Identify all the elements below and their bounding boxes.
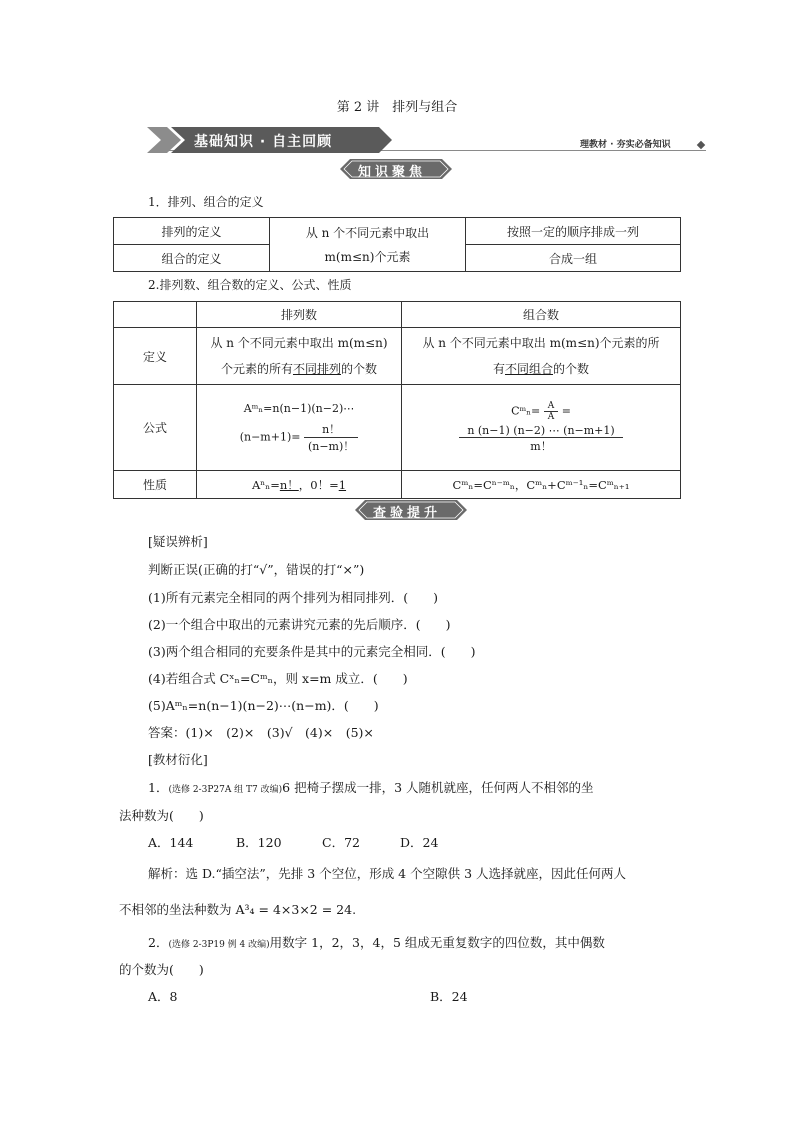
row-prop-label: 性质 (114, 471, 197, 499)
judge-item-5: (5)Aᵐₙ=n(n−1)(n−2)⋯(n−m)．( ) (148, 698, 379, 713)
cell-shared-desc (270, 218, 466, 272)
def-perm-line2 (197, 356, 401, 382)
q2-source: (选修 2-3P19 例 4 改编) (168, 940, 270, 950)
row-def-label: 定义 (114, 328, 197, 385)
row-formula-label: 公式 (114, 385, 197, 471)
q2-option-b: B．24 (430, 989, 468, 1004)
formula-comb-den2: m！ (530, 440, 552, 453)
judge-instruction: 判断正误(正确的打“√”，错误的打“×”) (148, 562, 365, 577)
judge-item-1: (1)所有元素完全相同的两个排列为相同排列．( ) (148, 590, 438, 605)
formula-perm-prefix: (n−m+1)= (239, 430, 301, 443)
formula-perm-line1: Aᵐₙ=n(n−1)(n−2)⋯ (243, 401, 355, 415)
prop-perm-u1: n！ (279, 477, 299, 492)
cell-comb-term: 组合的定义 (114, 245, 270, 272)
def-comb-underlined: 不同组合 (504, 362, 553, 376)
cell-comb-desc: 合成一组 (466, 245, 681, 272)
pill-knowledge-label: 知识聚焦 (358, 165, 427, 180)
cell-formula-perm (197, 385, 402, 471)
def-perm-line1: 从 n 个不同元素中取出 m(m≤n) (210, 336, 388, 350)
q1-option-b: B．120 (236, 835, 282, 850)
page-title: 第 2 讲 排列与组合 (336, 100, 458, 115)
shared-desc-line1: 从 n 个不同元素中取出 (305, 225, 430, 240)
cell-prop-comb: Cᵐₙ=Cⁿ⁻ᵐₙ，Cᵐₙ+Cᵐ⁻¹ₙ=Cᵐₙ₊₁ (402, 471, 681, 499)
prop-perm-b: ，0！= (298, 477, 339, 492)
formula-perm-den: (n−m)！ (307, 439, 355, 453)
q1-solution-line2: 不相邻的坐法种数为 A³₄ = 4×3×2 = 24. (119, 902, 357, 917)
q1-stem: 6 把椅子摆成一排，3 人随机就座，任何两人不相邻的坐 (282, 780, 594, 795)
q2-line1 (148, 933, 605, 951)
cell-prop-perm (197, 471, 402, 499)
judge-answer: 答案：(1)× (2)× (3)√ (4)× (5)× (148, 725, 374, 740)
label-textbook: [教材衍化] (148, 752, 208, 767)
def-perm-underlined: 不同排列 (292, 362, 341, 376)
formula-table (113, 301, 681, 499)
q2-stem: 用数字 1，2，3，4，5 组成无重复数字的四位数，其中偶数 (269, 935, 605, 950)
judge-item-2: (2)一个组合中取出的元素讲究元素的先后顺序．( ) (148, 617, 451, 632)
q1-option-d: D．24 (400, 835, 439, 850)
formula-comb-num2: n (n−1) (n−2) ⋯ (n−m+1) (459, 424, 622, 438)
label-error-analysis: [疑误辨析] (148, 534, 208, 549)
prop-perm-a: Aⁿₙ= (251, 477, 280, 492)
cell-formula-comb (402, 385, 681, 471)
formula-comb-num1: A (544, 401, 559, 412)
col-perm-header: 排列数 (197, 302, 402, 328)
cell-def-perm (197, 328, 402, 385)
q1-solution-line1: 解析：选 D.“插空法”，先排 3 个空位，形成 4 个空隙供 3 人选择就座，因此任何两人 (148, 866, 627, 881)
formula-comb-lhs: Cᵐₙ= (511, 404, 541, 418)
q1-number: 1． (148, 780, 169, 795)
def-comb-line2 (402, 356, 680, 382)
banner-left-label: 基础知识 · 自主回顾 (194, 134, 333, 150)
formula-perm-fraction (304, 421, 358, 454)
definition-table (113, 217, 681, 272)
q1-option-a: A．144 (148, 835, 194, 850)
q1-line1 (148, 778, 594, 796)
cell-perm-desc: 按照一定的顺序排成一列 (466, 218, 681, 245)
formula-comb-fraction2 (459, 424, 622, 454)
def-perm-text-a: 个元素的所有 (220, 362, 293, 376)
formula-comb-line2 (402, 424, 680, 454)
q2-number: 2． (148, 935, 169, 950)
cell-perm-term: 排列的定义 (114, 218, 270, 245)
q1-source: (选修 2-3P27A 组 T7 改编) (168, 785, 283, 795)
prop-perm-u2: 1 (338, 477, 347, 492)
q1-line2: 法种数为( ) (119, 808, 204, 823)
formula-comb-den1: A (547, 412, 555, 422)
q2-option-a: A．8 (148, 989, 178, 1004)
section1-heading: 1．排列、组合的定义 (148, 195, 264, 209)
def-perm-text-b: 的个数 (341, 362, 378, 376)
q1-option-c: C．72 (322, 835, 360, 850)
formula-comb-eq: = (561, 404, 571, 418)
cell-def-comb (402, 328, 681, 385)
judge-item-3: (3)两个组合相同的充要条件是其中的元素完全相同．( ) (148, 644, 476, 659)
judge-item-4: (4)若组合式 Cˣₙ=Cᵐₙ，则 x=m 成立．( ) (148, 671, 408, 686)
pill-check-label: 查验提升 (373, 506, 442, 521)
def-comb-line1: 从 n 个不同元素中取出 m(m≤n)个元素的所 (422, 336, 660, 350)
q2-line2: 的个数为( ) (119, 962, 204, 977)
def-comb-text-a: 有 (492, 362, 505, 376)
formula-comb-fraction1 (544, 401, 559, 422)
def-comb-text-b: 的个数 (553, 362, 590, 376)
formula-comb-line1 (402, 401, 680, 422)
formula-perm-line2 (197, 421, 401, 454)
banner-right-label: 理教材 · 夯实必备知识 (580, 140, 671, 150)
section2-heading: 2.排列数、组合数的定义、公式、性质 (148, 278, 352, 292)
col-comb-header: 组合数 (402, 302, 681, 328)
banner-diamond-icon (697, 141, 705, 149)
formula-perm-num: n！ (304, 421, 358, 438)
shared-desc-line2: m(m≤n)个元素 (324, 249, 411, 264)
